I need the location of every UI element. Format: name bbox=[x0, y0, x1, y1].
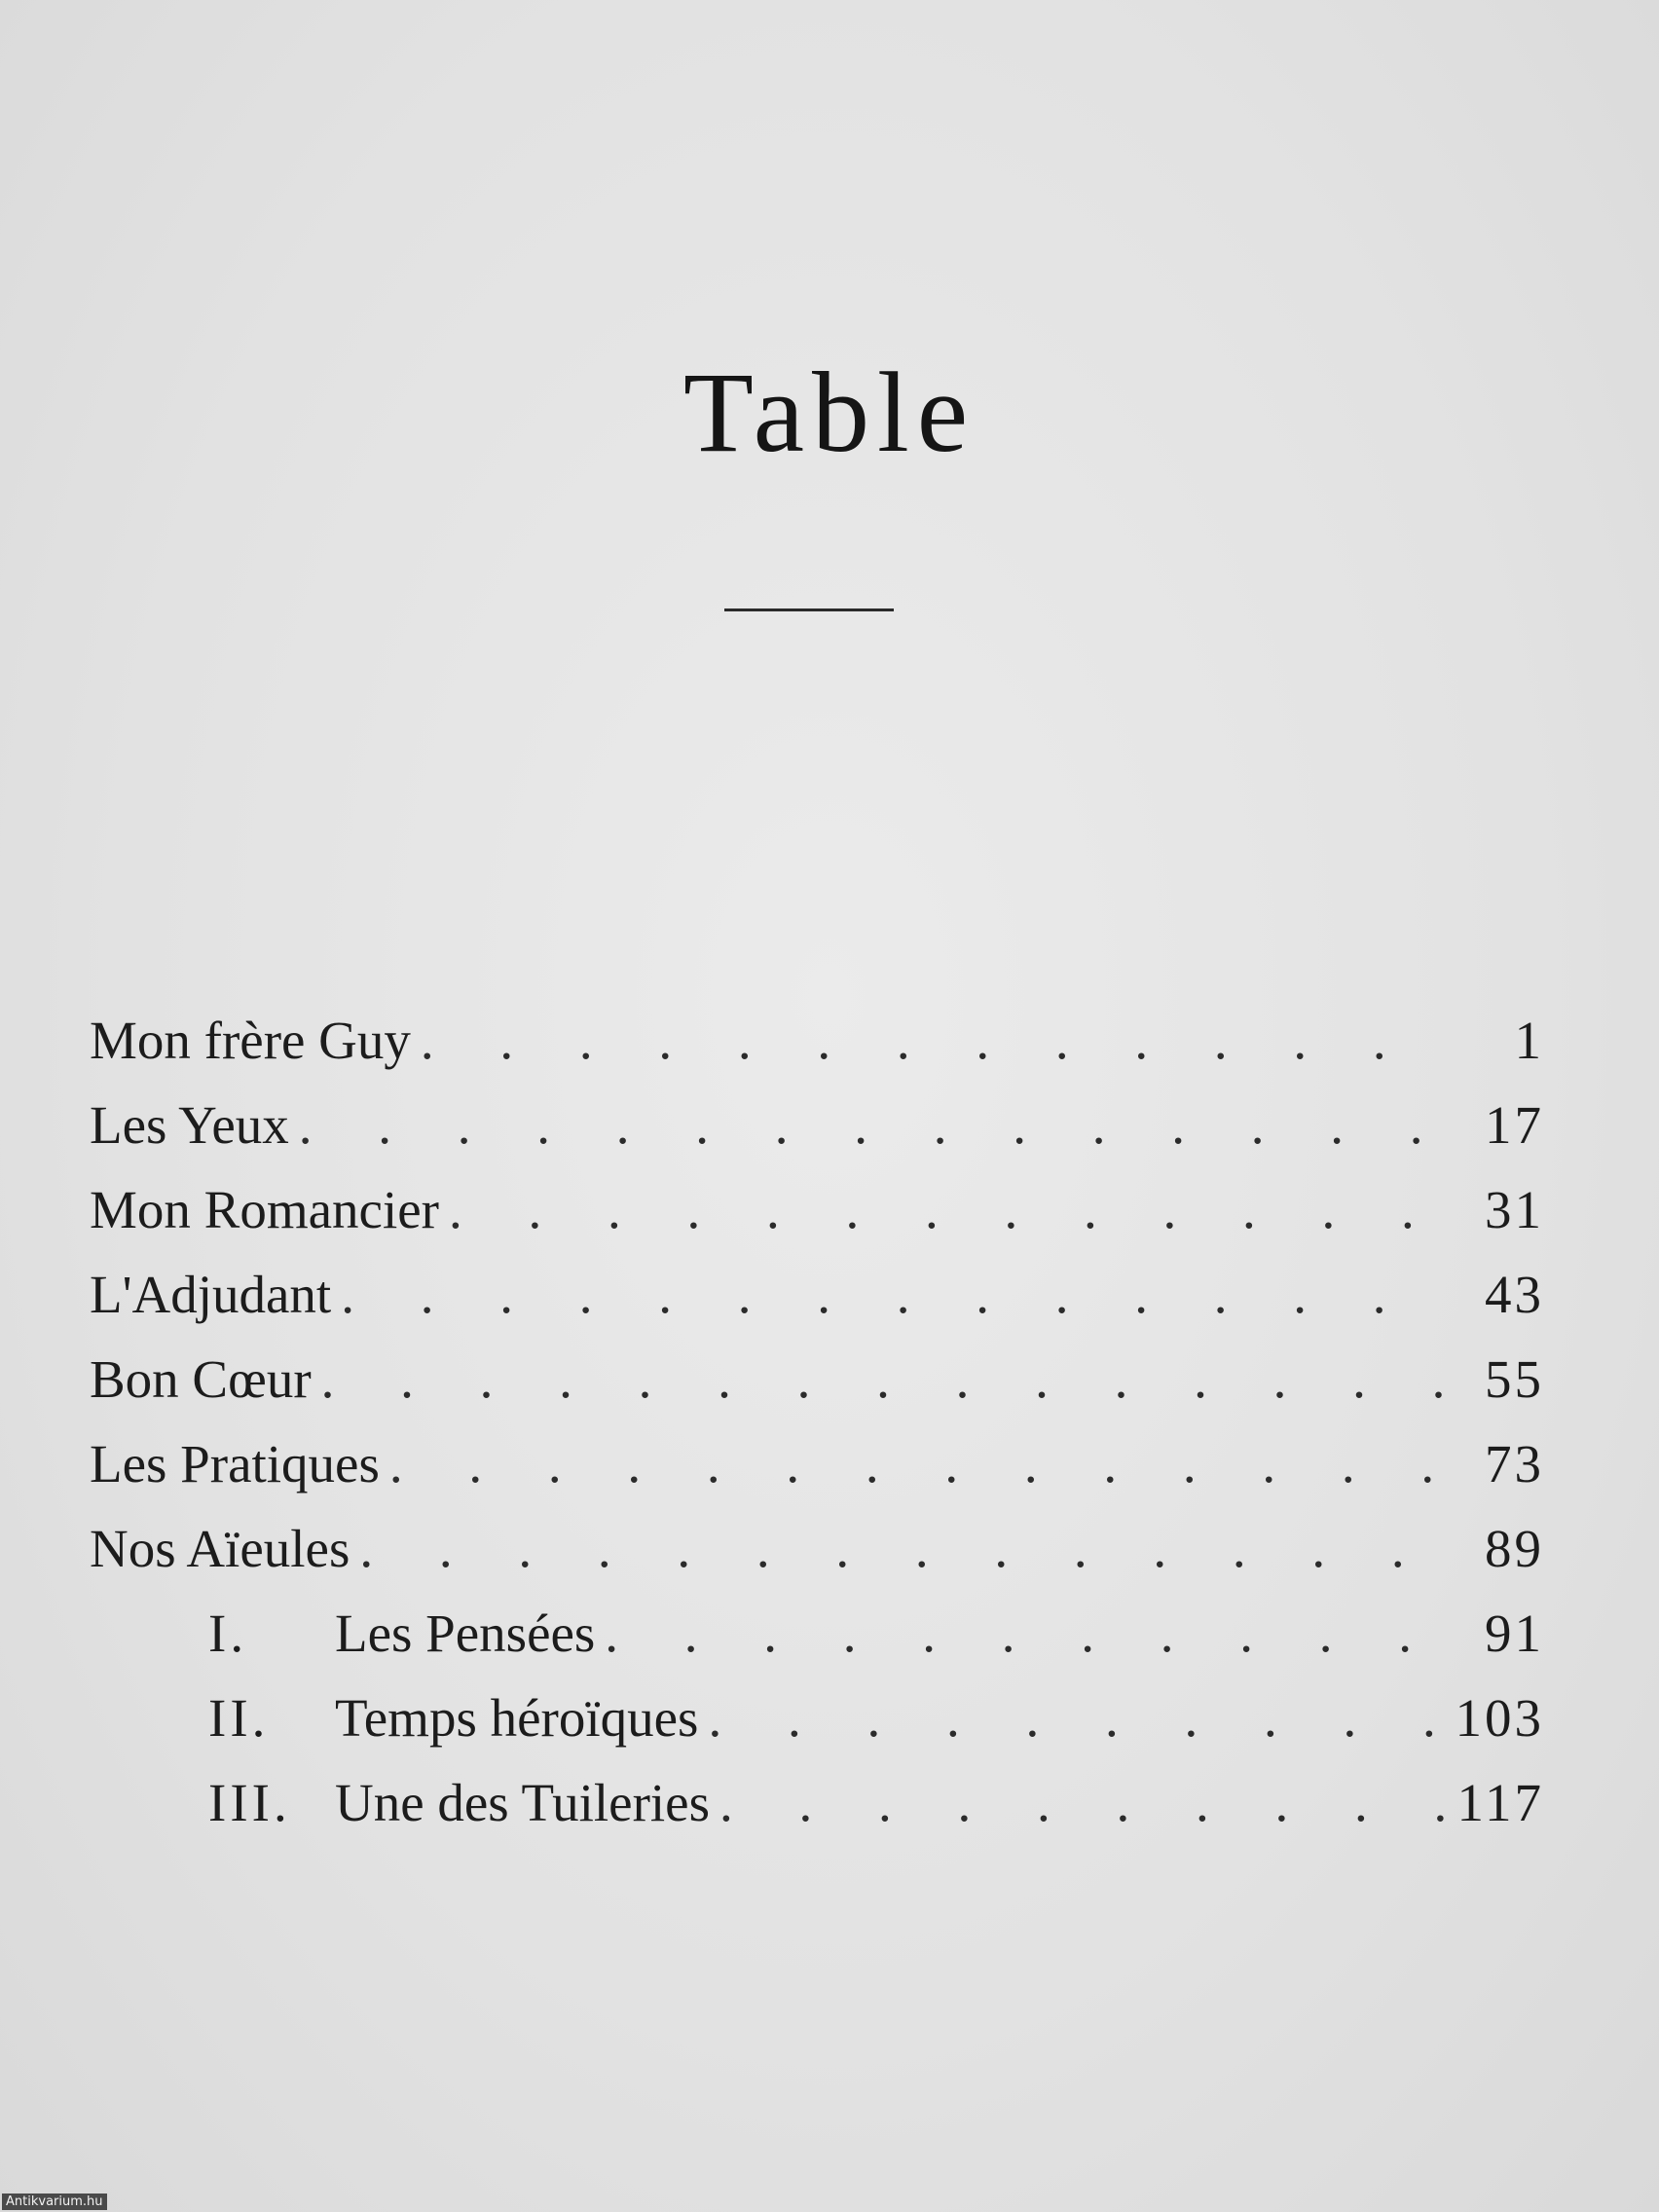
page-title: Table bbox=[682, 349, 977, 476]
watermark: Antikvarium.hu bbox=[2, 2194, 107, 2210]
toc-entry-title: L'Adjudant bbox=[90, 1265, 332, 1324]
toc-subentry-title: Les Pensées bbox=[335, 1604, 596, 1663]
toc-entry bbox=[90, 1083, 1544, 1167]
toc-subentry bbox=[90, 1760, 1544, 1845]
toc-subentry-title: Temps héroïques bbox=[335, 1688, 699, 1748]
toc-entry bbox=[90, 1421, 1544, 1506]
toc-subentry bbox=[90, 1676, 1544, 1760]
toc-entry bbox=[90, 998, 1544, 1083]
dot-leader bbox=[710, 1760, 1451, 1845]
toc-page-number: 117 bbox=[1456, 1773, 1544, 1832]
dot-leader bbox=[411, 998, 1451, 1083]
dot-leader bbox=[312, 1337, 1451, 1421]
toc-entry bbox=[90, 1167, 1544, 1252]
dot-leader bbox=[380, 1421, 1451, 1506]
toc-page-number: 17 bbox=[1485, 1095, 1544, 1155]
toc-entry-title: Mon Romancier bbox=[90, 1180, 439, 1239]
roman-numeral: I. bbox=[208, 1604, 248, 1663]
toc-entry bbox=[90, 1506, 1544, 1591]
dot-leader bbox=[439, 1167, 1451, 1252]
title-rule bbox=[724, 608, 894, 611]
toc-page-number: 43 bbox=[1485, 1265, 1544, 1324]
dot-leader bbox=[350, 1506, 1451, 1591]
toc-entry-title: Les Yeux bbox=[90, 1095, 289, 1155]
roman-numeral: II. bbox=[208, 1688, 270, 1748]
toc-entry bbox=[90, 1337, 1544, 1421]
toc-page-number: 91 bbox=[1485, 1604, 1544, 1663]
dot-leader bbox=[331, 1252, 1451, 1337]
toc-subentry-title: Une des Tuileries bbox=[335, 1773, 710, 1832]
toc-page-number: 1 bbox=[1514, 1011, 1544, 1070]
toc-page-number: 89 bbox=[1485, 1519, 1544, 1578]
roman-numeral: III. bbox=[208, 1773, 291, 1832]
dot-leader bbox=[698, 1676, 1451, 1760]
toc-page-number: 103 bbox=[1455, 1688, 1544, 1748]
table-of-contents bbox=[90, 998, 1544, 1845]
toc-page-number: 31 bbox=[1485, 1180, 1544, 1239]
toc-page-number: 73 bbox=[1485, 1434, 1544, 1493]
dot-leader bbox=[289, 1083, 1451, 1167]
toc-entry-title: Nos Aïeules bbox=[90, 1519, 350, 1578]
toc-entry bbox=[90, 1252, 1544, 1337]
toc-entry-title: Les Pratiques bbox=[90, 1434, 380, 1493]
toc-entry-title: Bon Cœur bbox=[90, 1349, 312, 1409]
dot-leader bbox=[595, 1591, 1451, 1676]
toc-subentry bbox=[90, 1591, 1544, 1676]
toc-page-number: 55 bbox=[1485, 1349, 1544, 1409]
toc-entry-title: Mon frère Guy bbox=[90, 1011, 411, 1070]
